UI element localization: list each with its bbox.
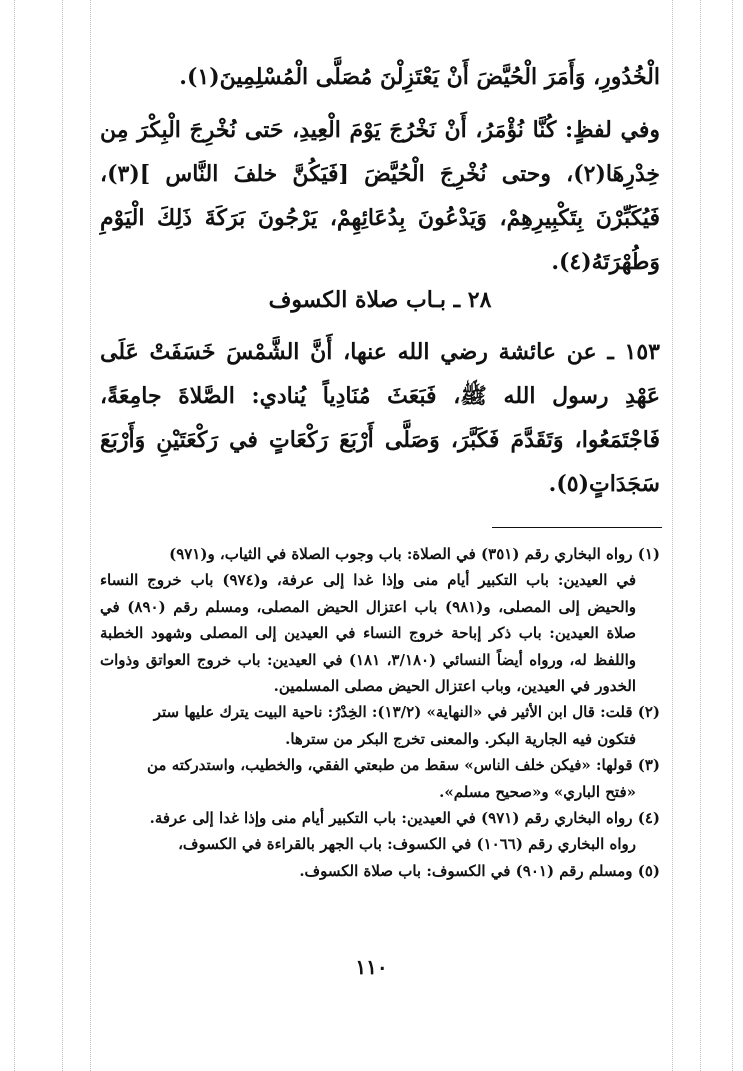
scan-dotted-line xyxy=(90,0,91,1071)
footnote-continuation: في العيدين: باب التكبير أيام منى وإذا غدا إلى عرفة، و(٩٧٤) باب خروج النساء والحيض إلى المصلى، و(٩٨١) باب اعتزال الحيض المصلى، ومسلم رقم (٨٩٠) في صلاة العيدين: باب ذكر إباحة خروج النساء في العيدين إلى المصلى وشهود الخطبة واللفظ له، ورواه أيضاً النسائي (٣/١٨٠، ١٨١) في العيدين: باب خروج العواتق وذوات الخدور في العيدين، وباب اعتزال الحيض مصلى المسلمين. xyxy=(100,571,636,696)
footnote-continuation: فتكون فيه الجارية البكر. والمعنى تخرج البكر من سترها. xyxy=(285,729,636,748)
scan-dotted-line xyxy=(700,0,701,1071)
footnote-first-line: (١) رواه البخاري رقم (٣٥١) في الصلاة: باب وجوب الصلاة في الثياب، و(٩٧١) xyxy=(169,545,660,563)
footnote-first-line: (٣) قولها: «فيكن خلف الناس» سقط من طبعتي الفقي، والخطيب، واستدركته من xyxy=(147,756,660,775)
footnote-first-line: (٤) رواه البخاري رقم (٩٧١) في العيدين: باب التكبير أيام منى وإذا غدا إلى عرفة. xyxy=(149,809,660,828)
scan-dotted-line xyxy=(14,0,15,1071)
scan-dotted-line xyxy=(732,0,733,1071)
hadith-paragraph: ١٥٣ ـ عن عائشة رضي الله عنها، أَنَّ الشَّمْسَ خَسَفَتْ عَلَى عَهْدِ رسول الله ﷺ، فَبَعَثَ مُنَادِياً يُنادي: الصَّلاةَ جامِعَةً، فَاجْتَمَعُوا، وَتَقَدَّمَ فَكَبَّرَ، وَصَلَّى أَرْبَعَ رَكْعَاتٍ في رَكْعَتَيْنِ وَأَرْبَعَ سَجَدَاتٍ(٥). xyxy=(100,339,660,497)
chapter-heading: ٢٨ ـ بـاب صلاة الكسوف xyxy=(268,287,492,313)
footnote-2 xyxy=(100,699,660,752)
footnote-5 xyxy=(100,858,660,884)
footnote-separator xyxy=(492,527,662,528)
footnote-continuation: رواه البخاري رقم (١٠٦٦) في الكسوف: باب الجهر بالقراءة في الكسوف، xyxy=(178,835,636,854)
footnote-1 xyxy=(100,541,660,699)
footnote-continuation: «فتح الباري» و«صحيح مسلم». xyxy=(439,782,636,801)
footnote-4 xyxy=(100,805,660,858)
footnotes xyxy=(100,541,660,884)
paragraph-variant-wording: وفي لفظٍ: كُنَّا نُؤْمَرُ، أَنْ نَخْرُجَ يَوْمَ الْعِيدِ، حَتى نُخْرِجَ الْبِكْرَ مِن خِدْرِهَا(٢)، وحتى نُخْرِجَ الْحُيَّضَ [فَيَكُنَّ خلفَ النَّاس ](٣)، فَيُكَبِّرْنَ بِتَكْبِيرِهِمْ، وَيَدْعُونَ بِدُعَائِهِمْ، يَرْجُونَ بَرَكَةَ ذَلِكَ الْيَوْمِ وَطُهْرَتَهُ(٤). xyxy=(100,117,660,275)
scan-dotted-line xyxy=(62,0,63,1071)
scan-dotted-line xyxy=(672,0,673,1071)
footnote-3 xyxy=(100,752,660,805)
page-number: ١١٠ xyxy=(355,955,388,979)
footnote-first-line: (٢) قلت: قال ابن الأثير في «النهاية» (١٣/٢): الخِدْرُ: ناحية البيت يترك عليها ستر xyxy=(153,703,660,722)
footnote-first-line: (٥) ومسلم رقم (٩٠١) في الكسوف: باب صلاة الكسوف. xyxy=(299,861,660,880)
paragraph-continuation: الْخُدُورِ، وَأَمَرَ الْحُيَّضَ أَنْ يَعْتَزِلْنَ مُصَلَّى الْمُسْلِمِينَ(١). xyxy=(179,64,660,90)
